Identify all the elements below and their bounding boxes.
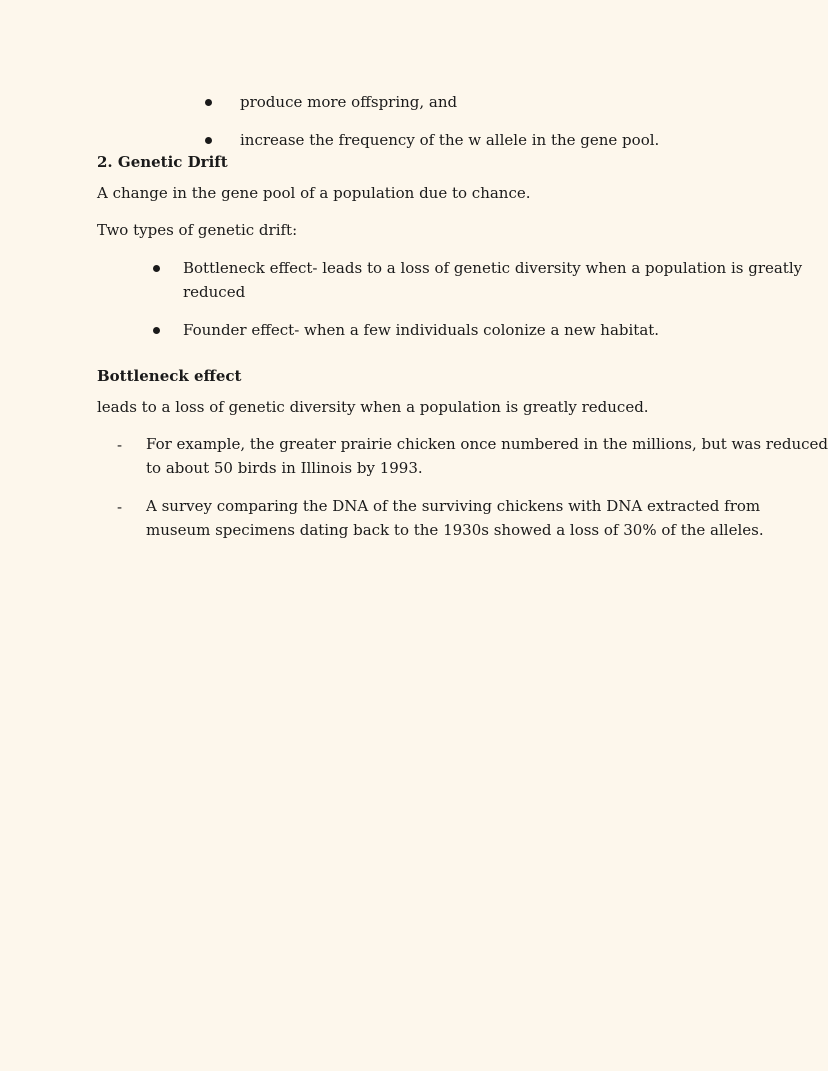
section-definition: A change in the gene pool of a population due to chance. xyxy=(97,184,531,202)
intro-bullet-text: produce more offspring, and xyxy=(240,93,458,111)
subsection-definition: leads to a loss of genetic diversity when a population is greatly reduced. xyxy=(97,398,649,416)
dash-marker: - xyxy=(117,498,123,516)
subsection-heading: Bottleneck effect xyxy=(97,367,242,385)
example-line: museum specimens dating back to the 1930s showed a loss of 30% of the alleles. xyxy=(146,521,764,539)
bullet-icon xyxy=(205,137,212,144)
bullet-icon xyxy=(153,265,160,272)
example-line: For example, the greater prairie chicken once numbered in the millions, but was reduced xyxy=(146,435,828,453)
type-item-line: reduced xyxy=(183,283,246,301)
intro-bullet-text: increase the frequency of the w allele in the gene pool. xyxy=(240,131,660,149)
bullet-icon xyxy=(205,99,212,106)
types-intro: Two types of genetic drift: xyxy=(97,221,298,239)
bullet-icon xyxy=(153,327,160,334)
example-line: A survey comparing the DNA of the surviving chickens with DNA extracted from xyxy=(146,497,761,515)
dash-marker: - xyxy=(117,436,123,454)
type-item-line: Founder effect- when a few individuals colonize a new habitat. xyxy=(183,321,660,339)
type-item-line: Bottleneck effect- leads to a loss of genetic diversity when a population is greatly xyxy=(183,259,803,277)
example-line: to about 50 birds in Illinois by 1993. xyxy=(146,459,423,477)
section-heading: 2. Genetic Drift xyxy=(97,153,228,171)
